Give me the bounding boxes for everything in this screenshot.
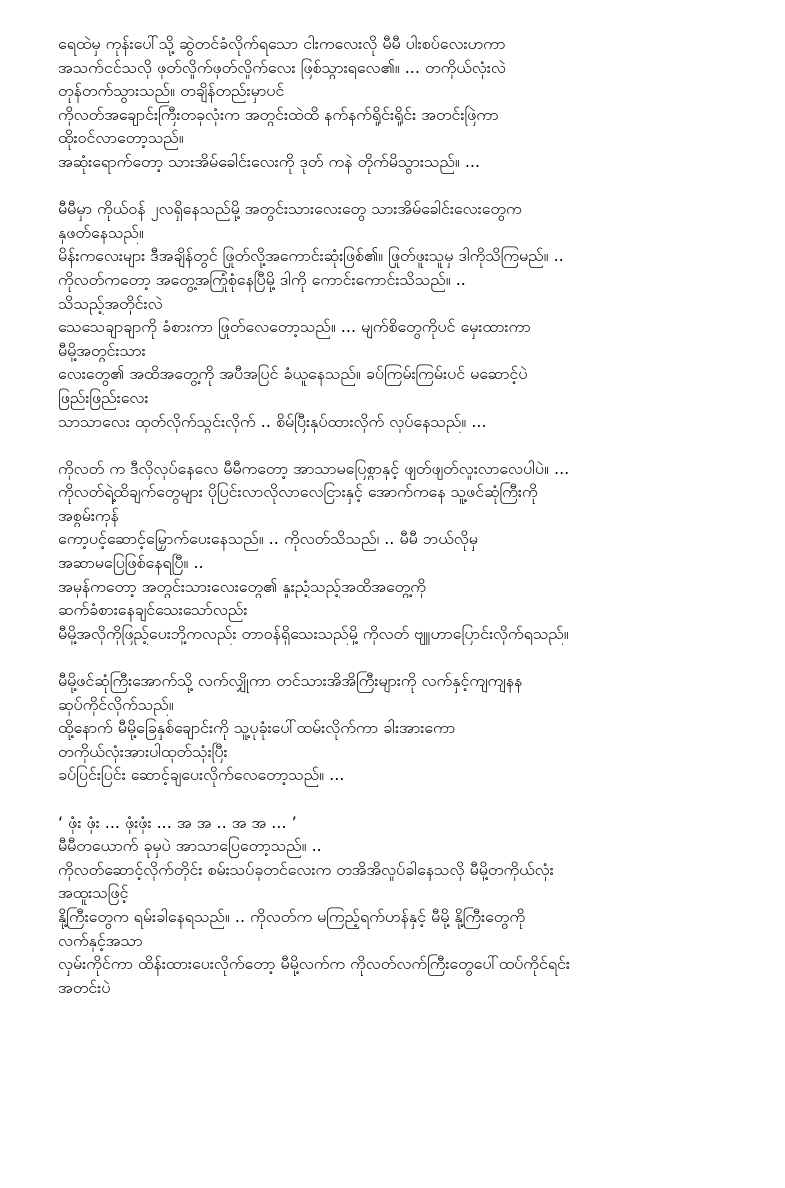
text-line: အသက်ငင်သလို ဖုတ်လှိုက်ဖုတ်လှိုက်လေး ဖြစ်သွားရလေ၏။ ... တကိုယ်လုံးလဲ [58, 57, 506, 77]
text-line: ထိုးဝင်လာတော့သည်။ [58, 128, 184, 148]
paragraph-break [58, 645, 758, 669]
text-line: သိသည့်အတိုင်းလဲ [58, 293, 163, 313]
paragraph-break [58, 787, 758, 811]
paragraph-break [58, 174, 758, 198]
text-line: ကိုလတ်အချောင်းကြီးတခုလုံးက အတွင်းထဲထိ နက်နက်ရှိုင်းရှိုင်း အတင်းဖြဲကာ [58, 104, 499, 124]
text-line: အစွမ်းကုန် [58, 505, 119, 525]
text-line: မီမီမှာ ကိုယ်ဝန် ၂လရှိနေသည်မို့ အတွင်းသားလေးတွေ သားအိမ်ခေါင်းလေးတွေက [58, 199, 522, 219]
text-line: နို့ကြီးတွေက ရမ်းခါနေရသည်။ .. ကိုလတ်က မကြည့်ရက်ဟန်နှင့် မီမို့ နို့ကြီးတွေကို [58, 906, 526, 926]
text-line: မီမို့အတွင်းသား [58, 340, 146, 360]
text-line: နုဖတ်နေသည်။ [58, 222, 144, 242]
text-line: ဆက်ခံစားနေချင်သေးသော်လည်း [58, 600, 248, 620]
text-line: သာသာလေး ထုတ်လိုက်သွင်းလိုက် .. စိမ်ပြီးနှပ်ထားလိုက် လုပ်နေသည်။ ... [58, 411, 487, 431]
text-line: ဖြည်းဖြည်းလေး [58, 387, 149, 407]
text-line: လက်နှင့်အသာ [58, 930, 143, 950]
text-line: အဆုံးရောက်တော့ သားအိမ်ခေါင်းလေးကို ဒုတ် ကနဲ တိုက်မိသွားသည်။ ... [58, 151, 481, 171]
text-line: ထို့နောက် မီမို့ခြေနှစ်ချောင်းကို သူ့ပုခုံးပေါ်ထမ်းလိုက်ကာ ခါးအားကော [58, 718, 456, 738]
paragraph-break [58, 433, 758, 457]
document-page [58, 32, 758, 999]
text-line: လှမ်းကိုင်ကာ ထိန်းထားပေးလိုက်တော့ မီမို့လက်က ကိုလတ်လက်ကြီးတွေပေါ်ထပ်ကိုင်ရင်း [58, 954, 570, 974]
text-line: ကိုလတ်ဆောင့်လိုက်တိုင်း စမ်းသပ်ခုတင်လေးက တအိအိလှုပ်ခါနေသလို မီမို့တကိုယ်လုံး [58, 859, 554, 879]
text-line: ‘ ဖုံး ဖုံး ... ဖုံးဖုံး ... အ အ .. အ အ ... ’ [58, 812, 297, 832]
text-line: ကိုလတ်ကတော့ အတွေ့အကြုံစုံနေပြီမို့ ဒါကို ကောင်းကောင်းသိသည်။ .. [58, 269, 466, 289]
text-line: ကော့ပင့်ဆောင့်မြှောက်ပေးနေသည်။ .. ကိုလတ်သိသည်၊ .. မီမီ ဘယ်လိုမှ [58, 529, 478, 549]
text-line: မီမို့ဖင်ဆုံကြီးအောက်သို့ လက်လျှိုကာ တင်သားအိအိကြီးများကို လက်နှင့်ကျကျနန [58, 671, 523, 691]
text-line: တုန်တက်သွားသည်။ တချိန်တည်းမှာပင် [58, 81, 285, 101]
text-line: မီမို့အလိုကိုဖြည့်ပေးဘို့ကလည်း တာဝန်ရှိသေးသည်မို့ ကိုလတ် ဗျူဟာပြောင်းလိုက်ရသည်။ [58, 623, 569, 643]
text-line: လေးတွေ၏ အထိအတွေ့ကို အပီအပြင် ခံယူနေသည်။ ခပ်ကြမ်းကြမ်းပင် မဆောင့်ပဲ [58, 364, 528, 384]
text-line: အတင်းပဲ [58, 977, 111, 997]
text-line: ဆုပ်ကိုင်လိုက်သည်။ [58, 694, 174, 714]
text-line: အထူးသဖြင့် [58, 883, 129, 903]
text-line: တကိုယ်လုံးအားပါထုတ်သုံးပြီး [58, 741, 228, 761]
text-line: အမှန်ကတော့ အတွင်းသားလေးတွေ၏ နူးညံ့သည့်အထိအတွေ့ကို [58, 576, 426, 596]
text-line: ကိုလတ်ရဲ့ထိချက်တွေများ ပိုပြင်းလာလိုလာလေငြားနှင့် အောက်ကနေ သူ့ဖင်ဆုံကြီးကို [58, 482, 538, 502]
text-line: ခပ်ပြင်းပြင်း ဆောင့်ချပေးလိုက်လေတော့သည်။ ... [58, 765, 345, 785]
text-line: ရေထဲမှ ကုန်းပေါ်သို့ ဆွဲတင်ခံလိုက်ရသော ငါးကလေးလို မီမီ ပါးစပ်လေးဟကာ [58, 34, 506, 53]
text-line: သေသေချာချာကို ခံစားကာ ဖြုတ်လေတော့သည်။ ... မျက်စိတွေကိုပင် မှေးထားကာ [58, 317, 531, 337]
text-line: အဆာမပြေဖြစ်နေရပြီ။ .. [58, 553, 204, 573]
text-line: မိန်းကလေးများ ဒီအချိန်တွင် ဖြုတ်လို့အကောင်းဆုံးဖြစ်၏။ ဖြုတ်ဖူးသူမှ ဒါကိုသိကြမည်။ .. [58, 246, 564, 266]
text-line: မီမီတယောက် ခုမှပဲ အာသာပြေတော့သည်။ .. [58, 836, 322, 856]
text-line: ကိုလတ် က ဒီလိုလုပ်နေလေ မီမီကတော့ အာသာမပြေစွာနှင့် ဖျတ်ဖျတ်လူးလာလေပါပဲ။ ... [58, 458, 570, 478]
